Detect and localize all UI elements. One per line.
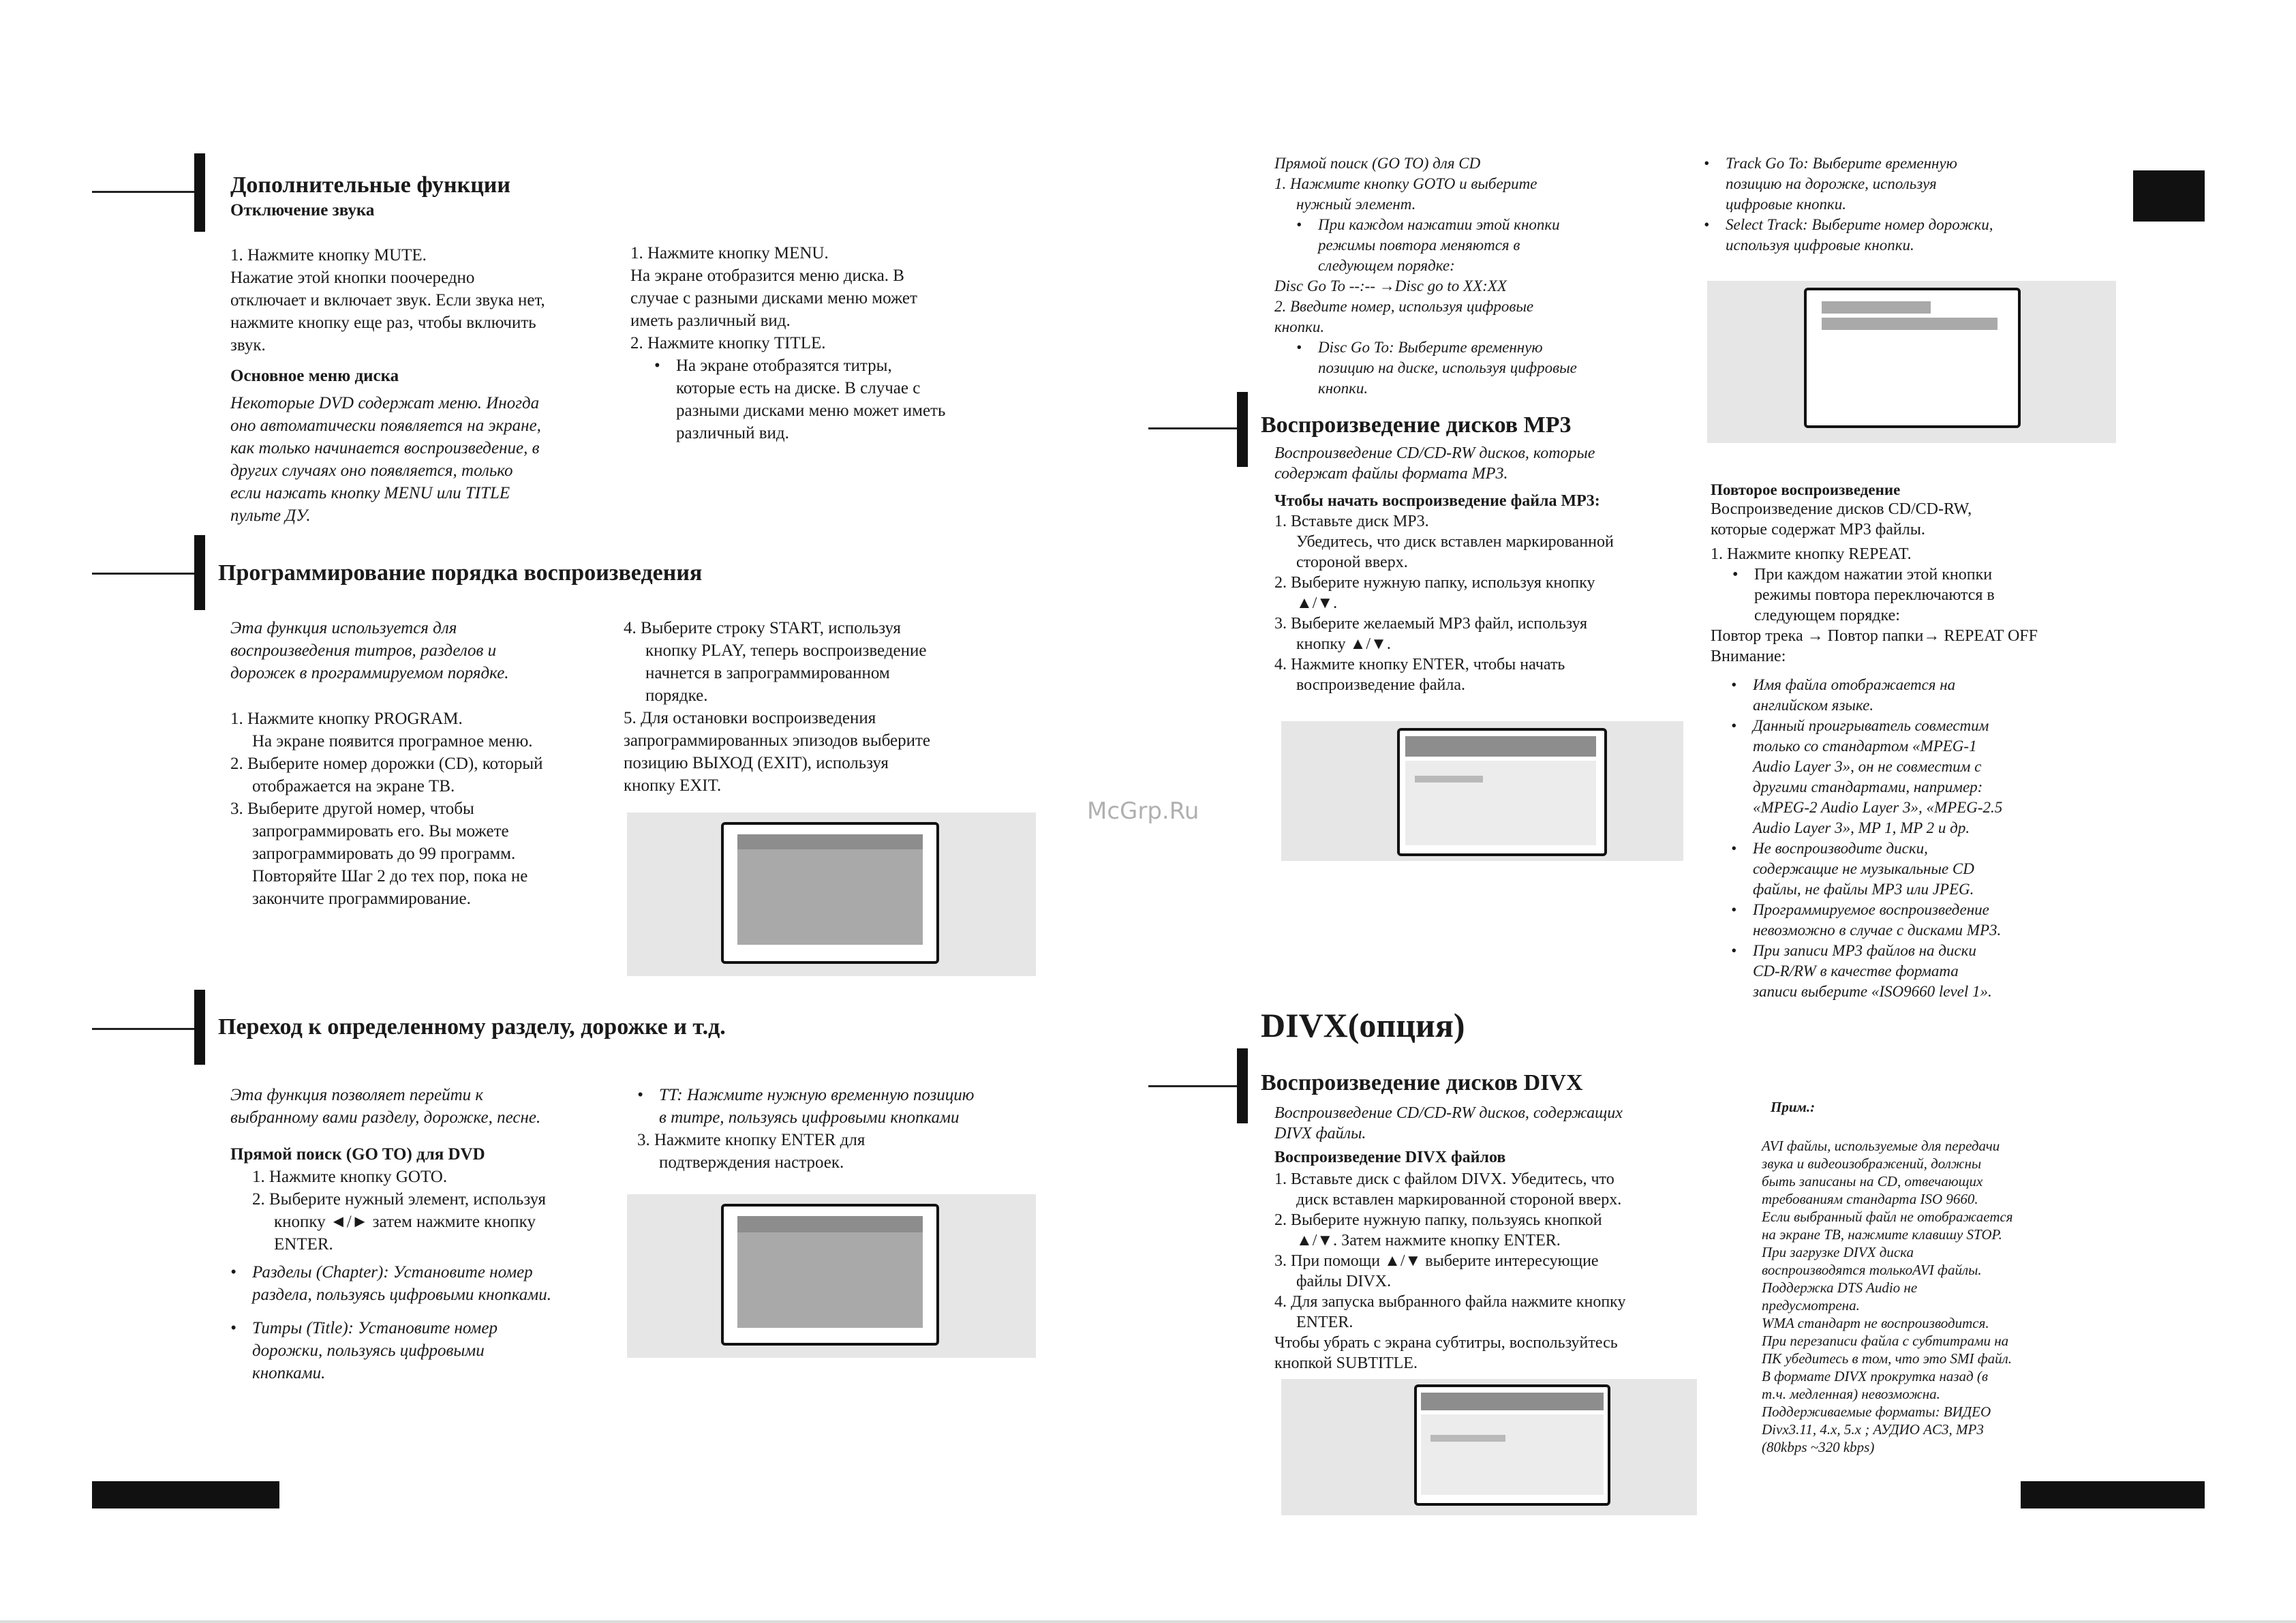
menu-body	[737, 849, 923, 945]
text-line: звука и видеоизображений, должны	[1762, 1155, 1982, 1172]
mp3-notes	[1731, 675, 2079, 1002]
list-item	[1731, 941, 2079, 1002]
text-line: режимы повтора меняются в	[1318, 237, 1520, 254]
text-line: кнопкой SUBTITLE.	[1274, 1354, 1418, 1372]
text-line: случае с разными дисками меню может	[630, 289, 917, 307]
subtitle-mute: Отключение звука	[230, 201, 375, 219]
text-line: кнопками.	[252, 1364, 326, 1382]
repeat-sequence: Повтор трека → Повтор папки→ REPEAT OFF	[1711, 627, 2038, 645]
text-line: используя цифровые кнопки.	[1726, 237, 1914, 254]
text-line: звук.	[230, 336, 266, 354]
text-line: отключает и включает звук. Если звука нет,	[230, 291, 545, 309]
text-line: запрограммированных эпизодов выберите	[624, 731, 931, 750]
text-line: • Имя файла отображается на	[1753, 676, 1956, 693]
text-line: Воспроизведение CD/CD-RW дисков, содержащих	[1274, 1104, 1623, 1122]
goto-menu-screenshot	[627, 1194, 1036, 1358]
text-line: 4. Нажмите кнопку ENTER, чтобы начать	[1274, 656, 1565, 673]
text-line: невозможно в случае с дисками MP3.	[1753, 922, 2002, 939]
text-line: кнопки.	[1318, 380, 1368, 397]
menu-header-bar	[1405, 736, 1596, 757]
text-line: содержат файлы формата MP3.	[1274, 465, 1508, 483]
section-rule	[1148, 427, 1244, 429]
text-line: 2. Выберите нужную папку, используя кнопку	[1274, 574, 1595, 592]
text-line: стороной вверх.	[1296, 553, 1408, 571]
subtitle-goto-dvd: Прямой поиск (GO TO) для DVD	[230, 1145, 485, 1164]
text-line: • Данный проигрыватель совместим	[1753, 717, 1989, 734]
text-line: 4. Выберите строку START, используя	[624, 619, 901, 637]
section-marker	[1237, 1048, 1248, 1123]
text-line: CD-R/RW в качестве формата	[1753, 962, 1959, 980]
text-line: • Track Go To: Выберите временную	[1726, 155, 1957, 172]
text-line: 3. Нажмите кнопку ENTER для	[637, 1131, 866, 1149]
text-line: 3. Выберите желаемый MP3 файл, используя	[1274, 615, 1588, 633]
text-line: 2. Нажмите кнопку TITLE.	[630, 334, 826, 352]
text-line: • При записи MP3 файлов на диски	[1753, 942, 1976, 959]
list-item	[1296, 215, 1656, 276]
text-line: кнопку ▲/▼.	[1296, 635, 1391, 653]
text-line: 1. Нажмите кнопку GOTO.	[252, 1168, 448, 1186]
text-line: 3. При помощи ▲/▼ выберите интересующие	[1274, 1252, 1599, 1270]
text-line: разными дисками меню может иметь	[676, 401, 946, 420]
section-title-mp3: Воспроизведение дисков MP3	[1261, 412, 1572, 438]
subtitle-repeat: Повторое воспроизведение	[1711, 481, 1901, 498]
text-line: которые есть на диске. В случае с	[676, 379, 921, 397]
text-line: которые содержат MP3 файлы.	[1711, 521, 1925, 539]
tv-screen	[1397, 728, 1607, 856]
text-line: • Разделы (Chapter): Установите номер	[252, 1263, 533, 1281]
text-line: дорожки, пользуясь цифровыми	[252, 1341, 485, 1360]
text-line: Нажатие этой кнопки поочередно	[230, 269, 475, 287]
text-line: отображается на экране ТВ.	[252, 777, 455, 795]
text-line: • TT: Нажмите нужную временную позицию	[659, 1086, 975, 1104]
goto-dvd-bullets	[230, 1261, 612, 1384]
divx-intro	[1274, 1103, 1724, 1144]
section-marker	[194, 990, 205, 1065]
list-item	[1731, 675, 2079, 716]
text-line: запрограммировать его. Вы можете	[252, 822, 509, 840]
programming-steps	[230, 708, 602, 910]
text-line: кнопку ◄/► затем нажмите кнопку	[274, 1213, 536, 1231]
file-list	[1421, 1414, 1604, 1495]
list-item	[1704, 153, 2085, 215]
text-line: файлы, не файлы MP3 или JPEG.	[1753, 881, 1974, 898]
text-line: 1. Нажмите кнопку GOTO и выберите	[1274, 175, 1537, 192]
text-line: порядке.	[645, 686, 708, 705]
selected-file-bar	[1415, 776, 1483, 783]
text-line: Audio Layer 3», он не совместим с	[1753, 758, 1982, 775]
disc-menu-text	[230, 392, 598, 527]
text-line: • При каждом нажатии этой кнопки	[1754, 566, 1993, 583]
text-line: раздела, пользуясь цифровыми кнопками.	[252, 1286, 551, 1304]
text-line: • При каждом нажатии этой кнопки	[1318, 216, 1560, 233]
text-line: 1. Вставьте диск MP3.	[1274, 513, 1429, 530]
text-line: 2. Выберите нужную папку, пользуясь кнопкой	[1274, 1211, 1602, 1229]
text-line: DIVX файлы.	[1274, 1125, 1366, 1142]
text-line: Воспроизведение дисков CD/CD-RW,	[1711, 500, 1972, 518]
list-item	[654, 354, 998, 444]
text-line: диск вставлен маркированной стороной вверх.	[1296, 1191, 1622, 1209]
list-item	[1731, 716, 2079, 838]
mute-instructions	[230, 244, 592, 357]
list-item	[230, 1317, 612, 1384]
text-line: различный вид.	[676, 424, 789, 442]
text-line: Поддержка DTS Audio не	[1762, 1279, 1918, 1296]
text-line: нужный элемент.	[1296, 196, 1416, 213]
text-line: следующем порядке:	[1754, 607, 1900, 624]
text-line: Если выбранный файл не отображается	[1762, 1209, 2013, 1225]
text-line: 2. Выберите номер дорожки (CD), который	[230, 755, 543, 773]
text-line: запрограммировать до 99 программ.	[252, 845, 516, 863]
text-line: оно автоматически появляется на экране,	[230, 416, 541, 435]
text-line: иметь различный вид.	[630, 312, 791, 330]
footer-bar-right	[2021, 1481, 2205, 1508]
text-line: файлы DIVX.	[1296, 1273, 1392, 1290]
program-menu-screenshot	[627, 813, 1036, 976]
text-line: 4. Для запуска выбранного файла нажмите кнопку	[1274, 1293, 1626, 1311]
section-rule	[1148, 1085, 1244, 1087]
text-line: На экране появится програмное меню.	[252, 732, 533, 750]
text-line: если нажать кнопку MENU или TITLE	[230, 484, 510, 502]
page-bottom-edge	[0, 1620, 2296, 1623]
text-line: кнопку EXIT.	[624, 776, 722, 795]
text-line: Divx3.11, 4.x, 5.x ; АУДИО AC3, MP3	[1762, 1421, 1984, 1438]
text-line: воспроизводятся толькоAVI файлы.	[1762, 1262, 1982, 1278]
divx-big-title: DIVX(опция)	[1261, 1006, 1465, 1044]
section-marker	[194, 153, 205, 232]
goto-dvd-steps	[252, 1166, 613, 1256]
menu-field	[1822, 318, 1997, 330]
text-line: ▲/▼. Затем нажмите кнопку ENTER.	[1296, 1232, 1561, 1249]
file-list	[1405, 761, 1596, 845]
text-line: «MPEG-2 Audio Layer 3», «MPEG-2.5	[1753, 799, 2003, 816]
text-line: Некоторые DVD содержат меню. Иногда	[230, 394, 540, 412]
menu-header-bar	[1421, 1393, 1604, 1410]
text-line: 1. Нажмите кнопку PROGRAM.	[230, 710, 463, 728]
text-line: быть записаны на CD, отвечающих	[1762, 1173, 1983, 1189]
text-line: Воспроизведение CD/CD-RW дисков, которые	[1274, 444, 1595, 462]
text-line: подтверждения настроек.	[659, 1153, 844, 1172]
text-line: 3. Выберите другой номер, чтобы	[230, 800, 474, 818]
text-line: позицию на диске, используя цифровые	[1318, 359, 1577, 376]
section-rule	[92, 573, 194, 575]
subtitle-disc-menu: Основное меню диска	[230, 367, 399, 385]
section-title-extra-functions: Дополнительные функции	[230, 172, 510, 198]
list-item	[1704, 215, 2085, 256]
text-line: дорожек в программируемом порядке.	[230, 664, 509, 682]
text-line: 2. Введите номер, используя цифровые	[1274, 298, 1534, 315]
text-line: закончите программирование.	[252, 890, 471, 908]
text-line: 5. Для остановки воспроизведения	[624, 709, 876, 727]
mp3-menu-screenshot	[1281, 721, 1683, 861]
section-title-programming: Программирование порядка воспроизведения	[218, 560, 703, 586]
text-line: воспроизведения титров, разделов и	[230, 641, 497, 660]
programming-intro	[230, 617, 598, 684]
tv-screen	[721, 822, 939, 964]
attention-label: Внимание:	[1711, 648, 1786, 665]
goto-cd-block	[1274, 153, 1656, 399]
text-line: 1. Вставьте диск с файлом DIVX. Убедитесь, что	[1274, 1170, 1614, 1188]
text-line: цифровые кнопки.	[1726, 196, 1847, 213]
text-line: ПК убедитесь в том, что это SMI файл.	[1762, 1350, 2012, 1367]
text-line: Audio Layer 3», MP 1, MP 2 и др.	[1753, 819, 1970, 836]
text-line: на экране ТВ, нажмите клавишу STOP.	[1762, 1226, 2002, 1243]
text-line: т.ч. медленная) невозможна.	[1762, 1386, 1940, 1402]
text-line: (80kbps ~320 kbps)	[1762, 1439, 1875, 1455]
text-line: позицию ВЫХОД (EXIT), используя	[624, 754, 889, 772]
text-line: 1. Нажмите кнопку REPEAT.	[1711, 545, 1912, 563]
text-line: 1. Нажмите кнопку MENU.	[630, 244, 829, 262]
mp3-steps	[1274, 511, 1683, 695]
text-line: другими стандартами, например:	[1753, 778, 1983, 795]
list-item	[1731, 900, 2079, 941]
list-item	[230, 1261, 612, 1306]
section-rule	[92, 191, 194, 193]
text-line: в титре, пользуясь цифровыми кнопками	[659, 1108, 960, 1127]
goto-intro	[230, 1084, 612, 1129]
menu-field	[1822, 301, 1931, 314]
text-line: WMA стандарт не воспроизводится.	[1762, 1315, 1989, 1331]
tv-screen	[1804, 288, 2021, 428]
section-title-goto: Переход к определенному разделу, дорожке и т.д.	[218, 1014, 726, 1040]
text-line: AVI файлы, используемые для передачи	[1762, 1138, 2000, 1154]
note-title: Прим.:	[1771, 1099, 1816, 1115]
menu-header-bar	[737, 1216, 923, 1232]
text-line: • Select Track: Выберите номер дорожки,	[1726, 216, 1993, 233]
programming-steps-cont	[624, 617, 998, 797]
text-line: • Disc Go To: Выберите временную	[1318, 339, 1543, 356]
page-tab-marker	[2133, 170, 2205, 222]
text-line: 2. Выберите нужный элемент, используя	[252, 1190, 547, 1209]
text-line: При загрузке DIVX диска	[1762, 1244, 1914, 1260]
text-line: следующем порядке:	[1318, 257, 1455, 274]
section-title-divx: Воспроизведение дисков DIVX	[1261, 1070, 1583, 1095]
text-line: ▲/▼.	[1296, 594, 1338, 612]
text-line: пульте ДУ.	[230, 506, 311, 525]
menu-instructions	[630, 242, 998, 444]
menu-body	[737, 1232, 923, 1328]
list-item	[1731, 838, 2079, 900]
goto-cd-block-cont	[1704, 153, 2085, 256]
divx-menu-screenshot	[1281, 1379, 1697, 1515]
text-line: воспроизведение файла.	[1296, 676, 1465, 694]
text-line: • Титры (Title): Установите номер	[252, 1319, 498, 1337]
section-marker	[194, 535, 205, 610]
text-line: ENTER.	[1296, 1314, 1353, 1331]
text-line: английском языке.	[1753, 697, 1874, 714]
list-item	[1732, 564, 2079, 626]
text-line: других случаях оно появляется, только	[230, 461, 513, 480]
text-line: Эта функция позволяет перейти к	[230, 1086, 484, 1104]
goto-dvd-steps-cont	[637, 1084, 1039, 1174]
text-line: выбранному вами разделу, дорожке, песне.	[230, 1108, 541, 1127]
text-line: В формате DIVX прокрутка назад (в	[1762, 1368, 1989, 1384]
text-line: • На экране отобразятся титры,	[676, 357, 892, 375]
text-line: кнопку PLAY, теперь воспроизведение	[645, 641, 927, 660]
text-line: При перезаписи файла с субтитрами на	[1762, 1333, 2009, 1349]
text-line: режимы повтора переключаются в	[1754, 586, 1995, 604]
disc-goto-sequence: Disc Go To --:-- →Disc go to XX:XX	[1274, 277, 1507, 294]
text-line: ENTER.	[274, 1235, 333, 1254]
subtitle-divx-start: Воспроизведение DIVX файлов	[1274, 1149, 1506, 1166]
tv-screen	[1414, 1384, 1610, 1506]
subtitle-mp3-start: Чтобы начать воспроизведение файла MP3:	[1274, 492, 1600, 510]
text-line: Чтобы убрать с экрана субтитры, воспользуйтесь	[1274, 1334, 1618, 1352]
text-line: предусмотрена.	[1762, 1297, 1860, 1314]
text-line: как только начинается воспроизведение, в	[230, 439, 540, 457]
text-line: • Программируемое воспроизведение	[1753, 901, 1989, 918]
cd-goto-screenshot	[1707, 281, 2116, 443]
text-line: нажмите кнопку еще раз, чтобы включить	[230, 314, 536, 332]
tv-screen	[721, 1204, 939, 1346]
text-line: • Не воспроизводите диски,	[1753, 840, 1928, 857]
text-line: Эта функция используется для	[230, 619, 457, 637]
text-line: Повторяйте Шаг 2 до тех пор, пока не	[252, 867, 528, 885]
text-line: 1. Нажмите кнопку MUTE.	[230, 246, 427, 264]
text-line: позицию на дорожке, используя	[1726, 175, 1937, 192]
text-line: кнопки.	[1274, 318, 1325, 335]
footer-bar-left	[92, 1481, 279, 1508]
divx-note-text	[1762, 1137, 2068, 1456]
text-line: На экране отобразится меню диска. В	[630, 267, 904, 285]
list-item	[1296, 337, 1656, 399]
text-line: только со стандартом «MPEG-1	[1753, 738, 1977, 755]
section-rule	[92, 1028, 194, 1030]
mp3-intro	[1274, 443, 1683, 484]
menu-header-bar	[737, 834, 923, 849]
text-line: начнется в запрограммированном	[645, 664, 890, 682]
goto-cd-title: Прямой поиск (GO TO) для CD	[1274, 155, 1481, 172]
text-line: записи выберите «ISO9660 level 1».	[1753, 983, 1992, 1000]
text-line: требованиям стандарта ISO 9660.	[1762, 1191, 1978, 1207]
repeat-block	[1711, 499, 2079, 667]
watermark-text: McGrp.Ru	[1087, 798, 1199, 825]
text-line: Убедитесь, что диск вставлен маркированной	[1296, 533, 1614, 551]
selected-file-bar	[1430, 1435, 1505, 1442]
list-item	[637, 1084, 1039, 1129]
section-marker	[1237, 392, 1248, 467]
text-line: содержащие не музыкальные CD	[1753, 860, 1974, 877]
divx-steps	[1274, 1169, 1738, 1374]
text-line: Поддерживаемые форматы: ВИДЕО	[1762, 1404, 1991, 1420]
